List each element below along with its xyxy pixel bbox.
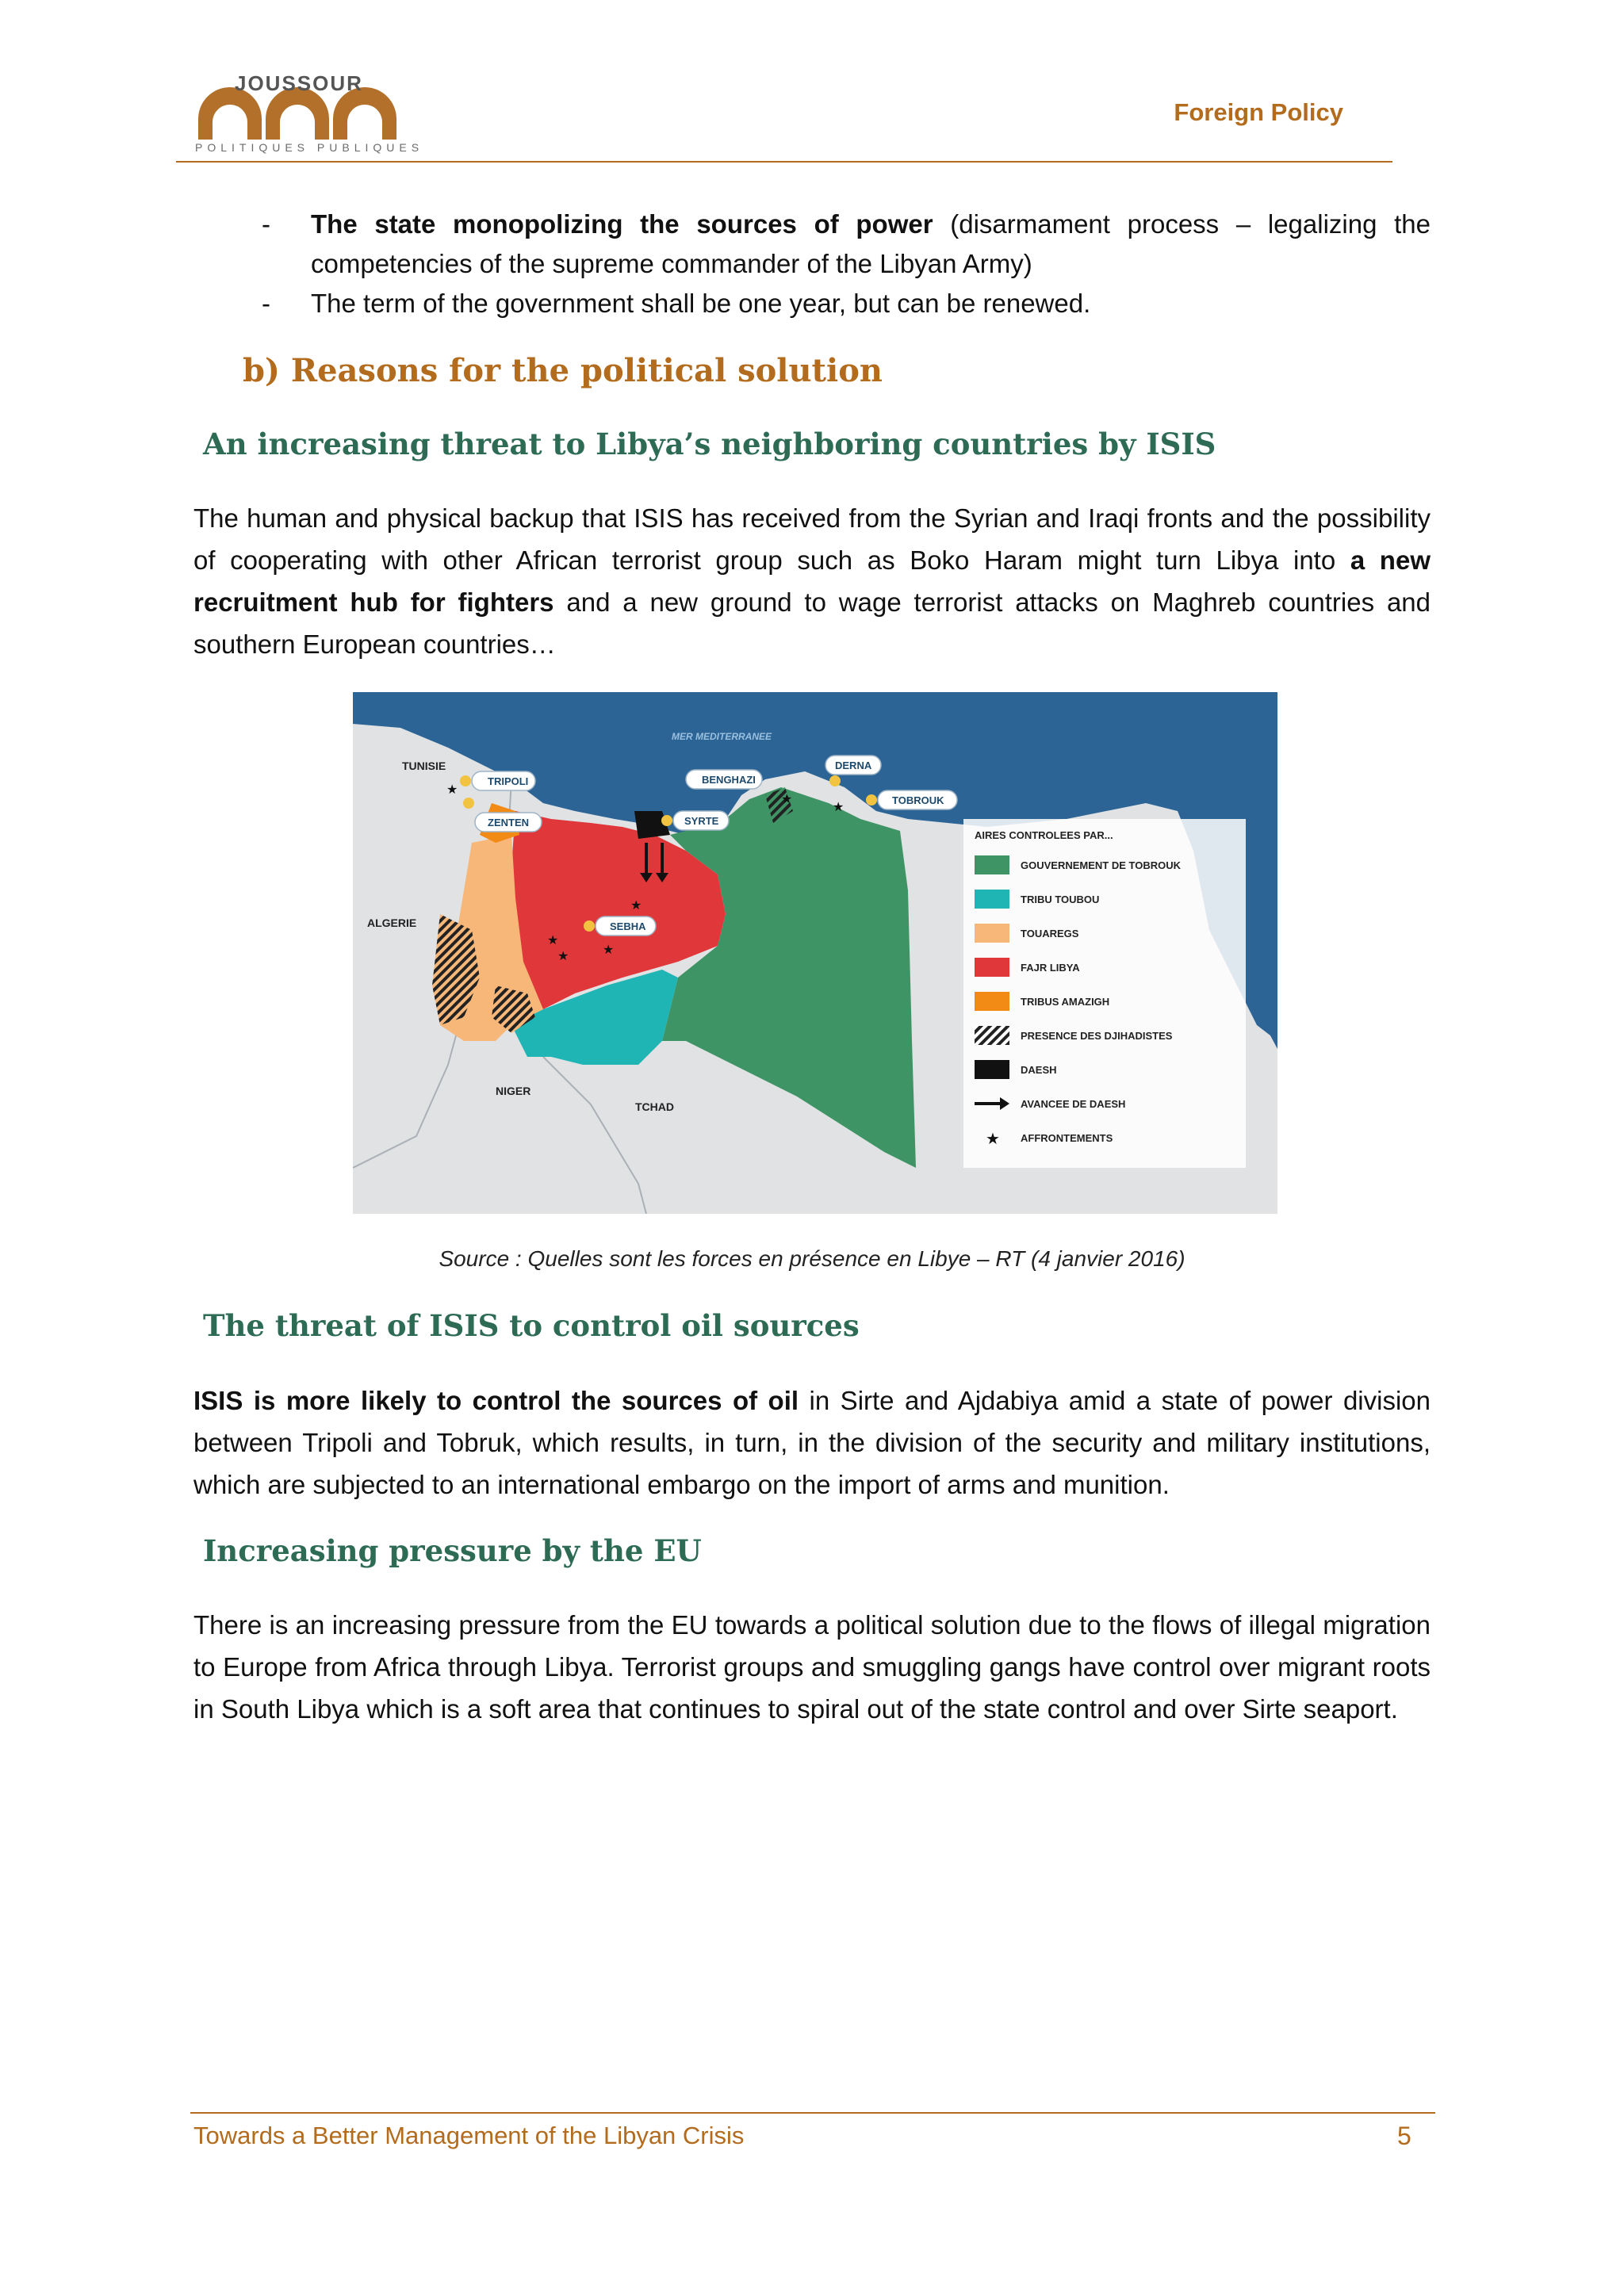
logo-subtitle: POLITIQUES PUBLIQUES xyxy=(195,141,424,154)
heading-oil: The threat of ISIS to control oil sources xyxy=(203,1308,860,1343)
footer-title: Towards a Better Management of the Libyan Crisis xyxy=(193,2122,745,2149)
bullet-item xyxy=(311,284,1431,323)
heading-eu: Increasing pressure by the EU xyxy=(203,1533,702,1568)
svg-text:ZENTEN: ZENTEN xyxy=(488,817,529,828)
bullet-dash: - xyxy=(262,289,270,318)
bullet-text: (disarmament process – legalizing the competencies of the supreme commander of the Libyan Army) xyxy=(311,209,1431,278)
logo-name: JOUSSOUR xyxy=(235,71,363,95)
paragraph-neighbors xyxy=(193,497,1431,665)
svg-text:★: ★ xyxy=(603,943,615,957)
country-label: ALGERIE xyxy=(367,916,417,929)
paragraph-bold: ISIS is more likely to control the sources of oil xyxy=(193,1386,799,1415)
legend-label: TRIBUS AMAZIGH xyxy=(1021,996,1110,1008)
libya-map xyxy=(353,692,1277,1214)
header-rule xyxy=(176,161,1392,163)
bullet-item xyxy=(311,205,1431,284)
paragraph-text: in Sirte and Ajdabiya amid a state of power division between Tripoli and Tobruk, which results, in turn, in the division of the security and military institutions, which are subjected to an international embargo on the import of arms and munition. xyxy=(193,1386,1431,1499)
page-number: 5 xyxy=(1397,2122,1411,2150)
map-caption: Source : Quelles sont les forces en présence en Libye – RT (4 janvier 2016) xyxy=(439,1246,1185,1271)
bullet-text: The term of the government shall be one year, but can be renewed. xyxy=(311,289,1091,318)
footer-rule xyxy=(190,2112,1435,2114)
svg-text:SEBHA: SEBHA xyxy=(610,920,646,932)
map-legend xyxy=(963,819,1246,1168)
sea-label: MER MEDITERRANEE xyxy=(672,731,772,742)
bullet-bold: The state monopolizing the sources of power xyxy=(311,209,933,239)
legend-label: PRESENCE DES DJIHADISTES xyxy=(1021,1030,1173,1042)
svg-text:TRIPOLI: TRIPOLI xyxy=(488,775,529,787)
svg-text:SYRTE: SYRTE xyxy=(684,815,719,827)
legend-label: FAJR LIBYA xyxy=(1021,962,1080,974)
country-label: NIGER xyxy=(496,1085,531,1097)
legend-label: DAESH xyxy=(1021,1064,1057,1076)
svg-text:★: ★ xyxy=(781,793,793,806)
paragraph-text: and a new ground to wage terrorist attacks on Maghreb countries and southern European countries… xyxy=(193,587,1431,659)
legend-label: TOUAREGS xyxy=(1021,928,1079,939)
legend-label: TRIBU TOUBOU xyxy=(1021,894,1100,905)
paragraph-bold: a new recruitment hub for fighters xyxy=(193,545,1431,617)
svg-text:★: ★ xyxy=(557,950,569,963)
svg-text:BENGHAZI: BENGHAZI xyxy=(702,774,756,786)
header-title: Foreign Policy xyxy=(1174,98,1343,126)
svg-text:★: ★ xyxy=(833,801,845,814)
legend-label: AFFRONTEMENTS xyxy=(1021,1132,1113,1144)
svg-text:TOBROUK: TOBROUK xyxy=(892,794,944,806)
svg-text:DERNA: DERNA xyxy=(835,760,872,771)
svg-text:★: ★ xyxy=(547,934,559,947)
legend-title: AIRES CONTROLEES PAR... xyxy=(975,829,1113,841)
svg-text:★: ★ xyxy=(986,1131,1000,1148)
city-benghazi xyxy=(686,770,762,789)
paragraph-eu: There is an increasing pressure from the EU towards a political solution due to the flows of illegal migration to Europe from Africa through Libya. Terrorist groups and smuggling gangs have control over migrant roots in South Libya which is a soft area that continues to spiral out of the state control and over Sirte seaport. xyxy=(193,1610,1431,1724)
svg-text:★: ★ xyxy=(446,783,458,797)
svg-text:★: ★ xyxy=(630,899,642,913)
paragraph-oil xyxy=(193,1380,1431,1506)
country-label: TUNISIE xyxy=(402,760,446,772)
legend-label: AVANCEE DE DAESH xyxy=(1021,1098,1126,1110)
bullet-dash: - xyxy=(262,209,270,239)
paragraph-text: The human and physical backup that ISIS has received from the Syrian and Iraqi fronts and the possibility of cooperating with other African terrorist group such as Boko Haram might turn Libya into xyxy=(193,503,1431,575)
section-title: b) Reasons for the political solution xyxy=(243,352,883,389)
heading-neighbors: An increasing threat to Libya’s neighboring countries by ISIS xyxy=(203,427,1216,461)
country-label: TCHAD xyxy=(635,1100,674,1113)
legend-label: GOUVERNEMENT DE TOBROUK xyxy=(1021,859,1181,871)
